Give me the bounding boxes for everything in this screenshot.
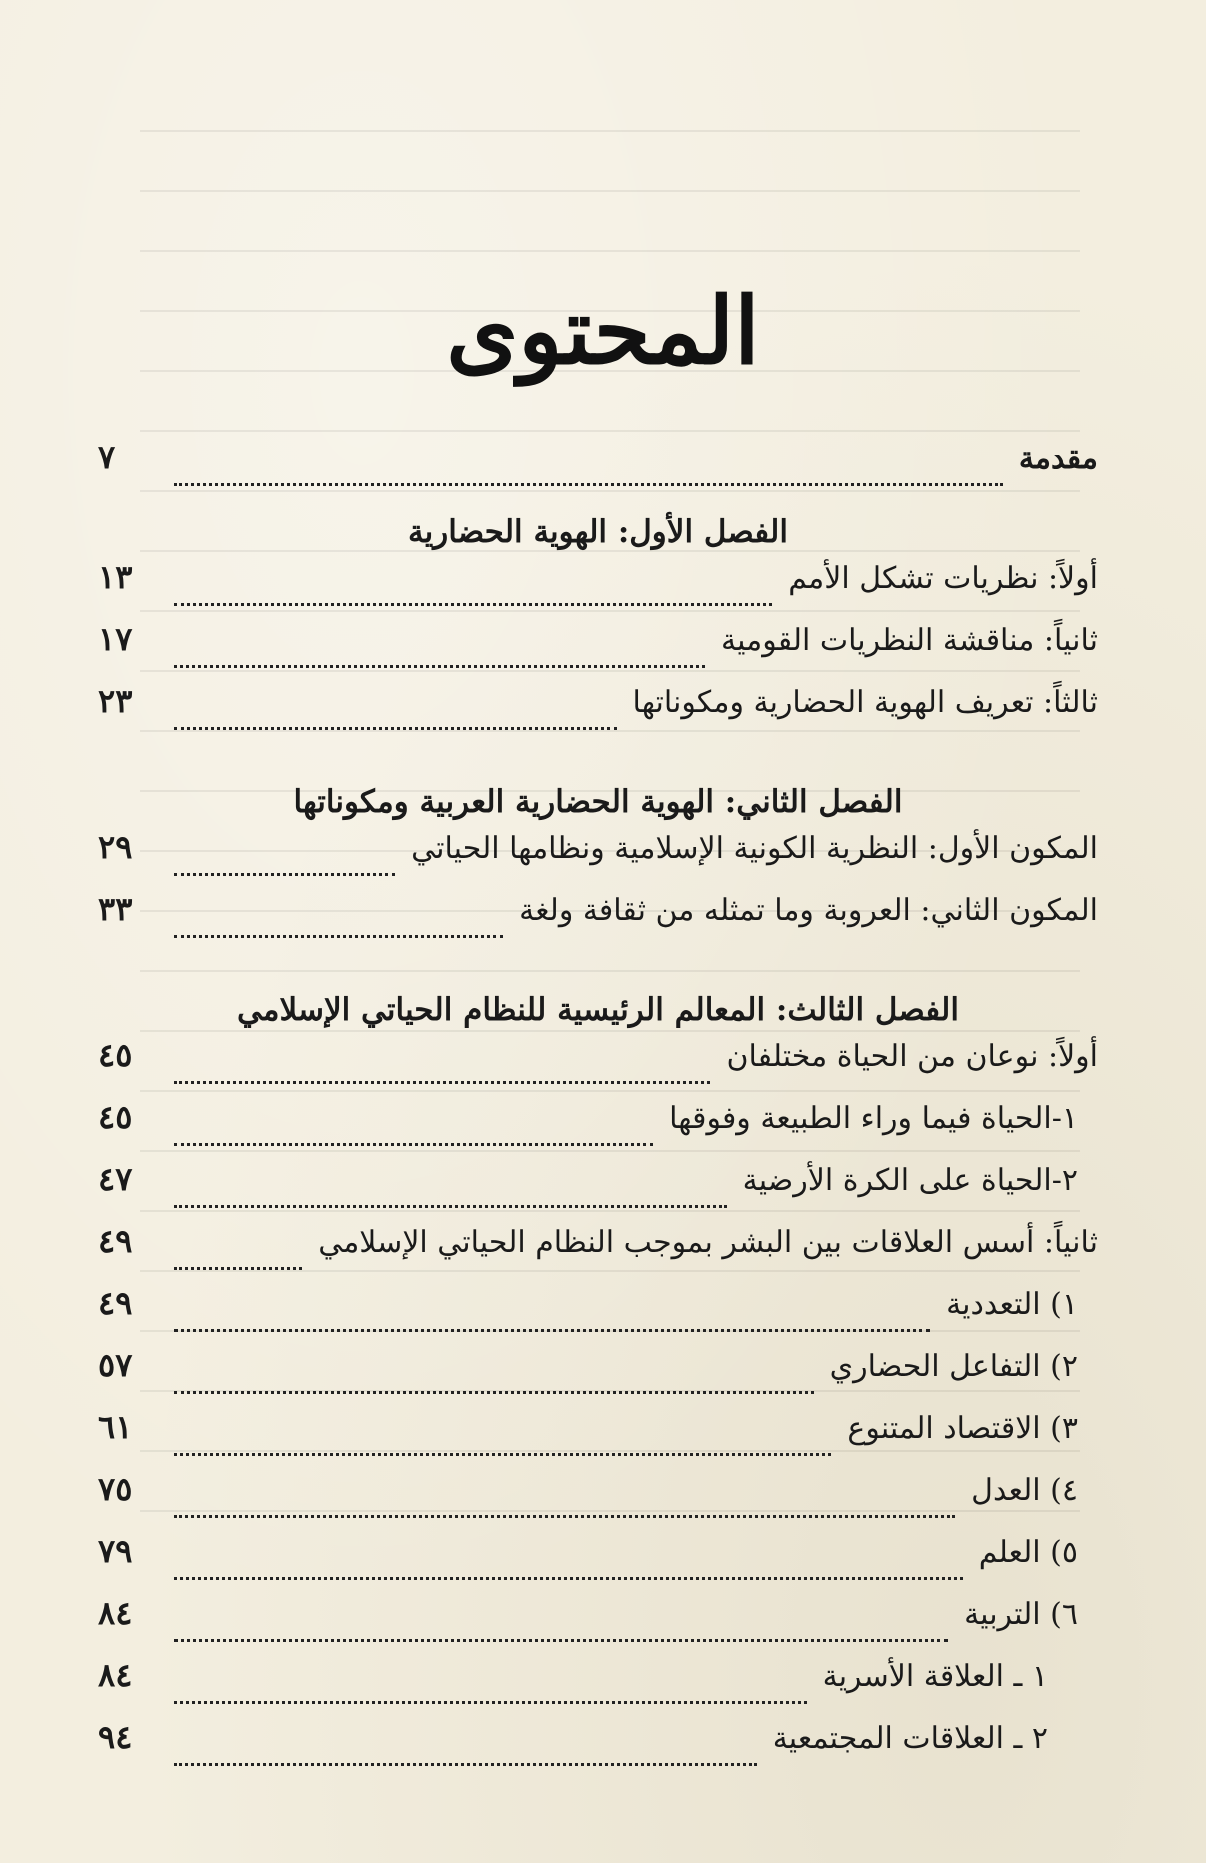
- toc-entry-label: ٥) العلم: [978, 1535, 1078, 1570]
- dot-leader: [174, 665, 705, 668]
- toc-entry[interactable]: [98, 1222, 1098, 1284]
- table-of-contents: [98, 438, 1098, 1780]
- toc-entry-label: المكون الأول: النظرية الكونية الإسلامية ونظامها الحياتي: [411, 831, 1098, 866]
- toc-entry[interactable]: [98, 1594, 1098, 1656]
- toc-entry-label: ٢-الحياة على الكرة الأرضية: [742, 1163, 1078, 1198]
- dot-leader: [174, 727, 617, 730]
- toc-entry-label: ١-الحياة فيما وراء الطبيعة وفوقها: [669, 1101, 1078, 1136]
- toc-page-number: ٤٧: [98, 1160, 133, 1198]
- toc-page-number: ٤٥: [98, 1098, 133, 1136]
- dot-leader: [174, 1453, 831, 1456]
- toc-entry[interactable]: [98, 1098, 1098, 1160]
- toc-entry-label: ٢ ـ العلاقات المجتمعية: [772, 1721, 1048, 1756]
- dot-leader: [174, 1639, 948, 1642]
- chapter-heading: الفصل الثاني: الهوية الحضارية العربية ومكوناتها: [293, 784, 903, 820]
- dot-leader: [174, 935, 503, 938]
- dot-leader: [174, 1081, 710, 1084]
- toc-entry[interactable]: [98, 1408, 1098, 1470]
- toc-page-number: ٢٣: [98, 682, 133, 720]
- toc-entry-label: المكون الثاني: العروبة وما تمثله من ثقافة ولغة: [519, 893, 1098, 928]
- toc-page-number: ٥٧: [98, 1346, 133, 1384]
- toc-entry-label: ١) التعددية: [946, 1287, 1078, 1322]
- toc-entry-label: ثالثاً: تعريف الهوية الحضارية ومكوناتها: [632, 685, 1098, 720]
- toc-page-number: ٤٩: [98, 1222, 133, 1260]
- dot-leader: [174, 1763, 757, 1766]
- toc-entry-label: ٢) التفاعل الحضاري: [829, 1349, 1078, 1384]
- toc-entry-label: أولاً: نوعان من الحياة مختلفان: [726, 1039, 1098, 1074]
- toc-page-number: ٧٥: [98, 1470, 133, 1508]
- toc-entry-label: ثانياً: مناقشة النظريات القومية: [721, 623, 1098, 658]
- toc-entry-label: ٦) التربية: [964, 1597, 1078, 1632]
- toc-page-number: ٧: [98, 438, 116, 476]
- toc-entry[interactable]: [98, 1346, 1098, 1408]
- toc-entry-label: أولاً: نظريات تشكل الأمم: [788, 561, 1098, 596]
- toc-entry[interactable]: [98, 1718, 1098, 1780]
- dot-leader: [174, 1205, 727, 1208]
- toc-page-number: ٤٩: [98, 1284, 133, 1322]
- toc-entry[interactable]: [98, 1532, 1098, 1594]
- toc-page-number: ٩٤: [98, 1718, 133, 1756]
- dot-leader: [174, 1515, 955, 1518]
- toc-page-number: ٢٩: [98, 828, 133, 866]
- toc-entry[interactable]: [98, 558, 1098, 620]
- toc-page-number: ١٧: [98, 620, 133, 658]
- toc-page-number: ٨٤: [98, 1656, 133, 1694]
- toc-entry[interactable]: [98, 1036, 1098, 1098]
- toc-entry[interactable]: [98, 1656, 1098, 1718]
- chapter-heading: الفصل الأول: الهوية الحضارية: [408, 514, 788, 550]
- toc-page-number: ٨٤: [98, 1594, 133, 1632]
- toc-page-number: ٧٩: [98, 1532, 133, 1570]
- toc-entry-label: ثانياً: أسس العلاقات بين البشر بموجب النظام الحياتي الإسلامي: [318, 1225, 1098, 1260]
- page-title: المحتوى: [446, 277, 760, 385]
- toc-entry[interactable]: [98, 1284, 1098, 1346]
- toc-page-number: ١٣: [98, 558, 133, 596]
- toc-entry[interactable]: [98, 438, 1098, 500]
- dot-leader: [174, 1143, 653, 1146]
- dot-leader: [174, 603, 772, 606]
- dot-leader: [174, 1701, 807, 1704]
- toc-entry[interactable]: [98, 828, 1098, 890]
- toc-page-number: ٦١: [98, 1408, 133, 1446]
- toc-entry[interactable]: [98, 1470, 1098, 1532]
- toc-entry-label: ١ ـ العلاقة الأسرية: [822, 1659, 1048, 1694]
- chapter-heading: الفصل الثالث: المعالم الرئيسية للنظام الحياتي الإسلامي: [237, 992, 959, 1028]
- toc-entry-label: مقدمة: [1018, 441, 1098, 476]
- toc-entry-label: ٤) العدل: [971, 1473, 1078, 1508]
- dot-leader: [174, 1267, 302, 1270]
- toc-entry-label: ٣) الاقتصاد المتنوع: [847, 1411, 1078, 1446]
- dot-leader: [174, 873, 395, 876]
- toc-entry[interactable]: [98, 620, 1098, 682]
- dot-leader: [174, 1329, 930, 1332]
- toc-page-number: ٣٣: [98, 890, 133, 928]
- toc-page-number: ٤٥: [98, 1036, 133, 1074]
- dot-leader: [174, 483, 1003, 486]
- dot-leader: [174, 1577, 963, 1580]
- toc-entry[interactable]: [98, 1160, 1098, 1222]
- dot-leader: [174, 1391, 814, 1394]
- title-container: [0, 277, 1206, 385]
- toc-entry[interactable]: [98, 682, 1098, 744]
- toc-entry[interactable]: [98, 890, 1098, 952]
